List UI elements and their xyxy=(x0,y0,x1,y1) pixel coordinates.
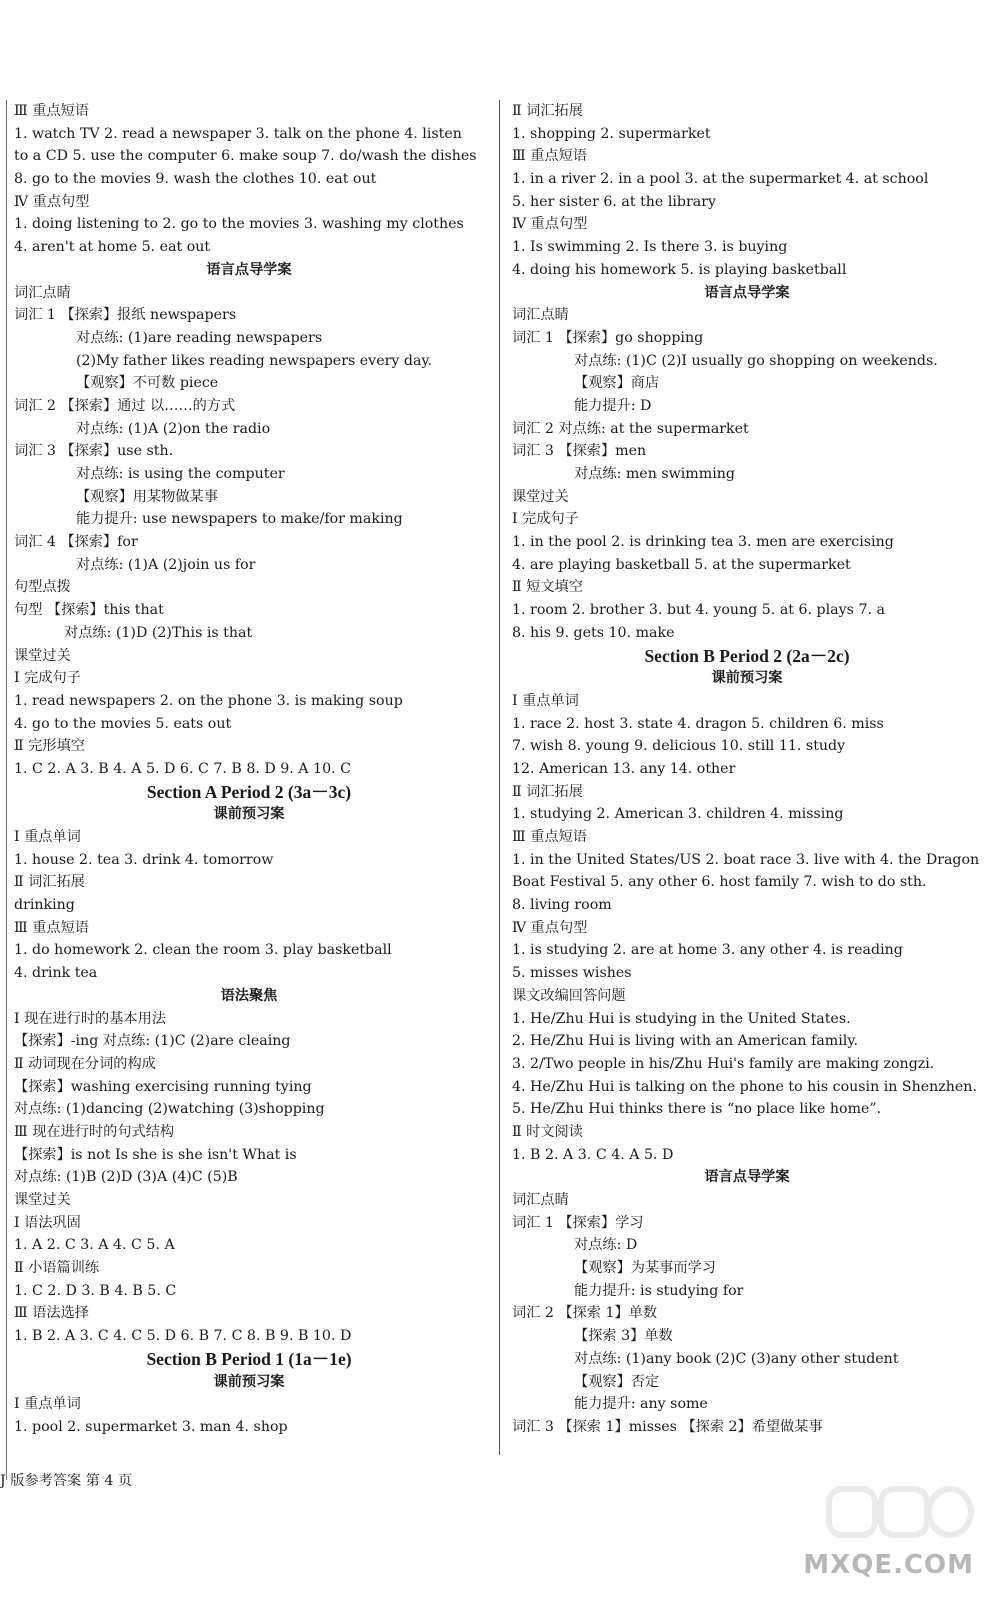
answer-line: Ⅲ 重点短语 xyxy=(512,148,587,165)
answer-line: Ⅰ 完成句子 xyxy=(14,670,81,687)
answer-line: Ⅱ 动词现在分词的构成 xyxy=(14,1055,156,1072)
answer-line: 1. Is swimming 2. Is there 3. is buying xyxy=(512,239,788,256)
page-footer: J 版参考答案 第 4 页 xyxy=(0,1473,133,1489)
answer-line: Ⅲ 重点短语 xyxy=(512,829,587,845)
answer-line: 1. is studying 2. are at home 3. any other 4. is reading xyxy=(512,942,903,959)
answer-line: Ⅱ 短文填空 xyxy=(512,579,583,596)
answer-line: 词汇 1 【探索】报纸 newspapers xyxy=(14,307,237,324)
answer-line: 1. B 2. A 3. C 4. C 5. D 6. B 7. C 8. B 9. B 10. D xyxy=(14,1328,352,1345)
subsection-heading: 语法聚焦 xyxy=(220,987,278,1004)
answer-line: drinking xyxy=(14,897,75,914)
section-heading: Section B Period 1 (1a－1e) xyxy=(146,1348,352,1369)
answer-line: 4. go to the movies 5. eats out xyxy=(14,715,232,732)
answer-line: to a CD 5. use the computer 6. make soup 7. do/wash the dishes xyxy=(14,148,477,165)
answer-line: 8. go to the movies 9. wash the clothes 10. eat out xyxy=(14,171,377,188)
answer-line: 词汇 3 【探索 1】misses 【探索 2】希望做某事 xyxy=(512,1418,823,1435)
answer-line: 词汇点睛 xyxy=(512,307,569,324)
answer-line: Ⅰ 语法巩固 xyxy=(14,1214,81,1231)
answer-line: 【观察】不可数 piece xyxy=(76,375,219,392)
answer-line: 词汇点睛 xyxy=(14,284,71,301)
answer-line: Ⅱ 小语篇训练 xyxy=(14,1260,100,1277)
answer-line: 1. race 2. host 3. state 4. dragon 5. children 6. miss xyxy=(512,715,884,732)
answer-line: Ⅲ 现在进行时的句式结构 xyxy=(14,1123,175,1140)
answer-line: 课堂过关 xyxy=(14,647,71,664)
answer-line: 能力提升: is studying for xyxy=(574,1282,744,1299)
subsection-heading: 语言点导学案 xyxy=(704,1169,790,1186)
answer-line: 7. wish 8. young 9. delicious 10. still 11. study xyxy=(512,738,846,755)
answer-line: 4. He/Zhu Hui is talking on the phone to his cousin in Shenzhen. xyxy=(512,1078,977,1095)
answer-line: Ⅰ 重点单词 xyxy=(512,692,579,709)
answer-line: 1. in a river 2. in a pool 3. at the supermarket 4. at school xyxy=(512,171,929,188)
answer-line: Ⅰ 完成句子 xyxy=(512,511,579,528)
answer-line: 对点练: (1)are reading newspapers xyxy=(76,329,323,346)
answer-line: 词汇点睛 xyxy=(512,1192,569,1208)
answer-line: 课文改编回答问题 xyxy=(512,987,626,1004)
answer-line: 对点练: (1)C (2)I usually go shopping on weekends. xyxy=(574,352,938,369)
answer-line: Ⅲ 重点短语 xyxy=(14,103,89,119)
answer-line: Ⅱ 词汇拓展 xyxy=(512,103,583,119)
answer-line: Ⅰ 重点单词 xyxy=(14,1396,81,1413)
answer-line: 对点练: D xyxy=(574,1237,638,1254)
subsection-heading: 语言点导学案 xyxy=(206,261,292,278)
answer-line: 5. He/Zhu Hui thinks there is “no place like home”. xyxy=(512,1101,882,1118)
answer-line: 【探索】-ing 对点练: (1)C (2)are cleaing xyxy=(14,1033,291,1050)
answer-line: Ⅱ 词汇拓展 xyxy=(14,874,85,891)
answer-line: 4. doing his homework 5. is playing basketball xyxy=(512,261,847,278)
answer-line: 12. American 13. any 14. other xyxy=(512,760,736,777)
answer-line: 1. B 2. A 3. C 4. A 5. D xyxy=(512,1146,674,1163)
left-column xyxy=(14,100,484,1439)
answer-line: 课堂过关 xyxy=(14,1192,71,1208)
answer-line: 对点练: (1)B (2)D (3)A (4)C (5)B xyxy=(14,1169,238,1186)
answer-line: 对点练: men swimming xyxy=(574,466,735,482)
answer-line: 1. C 2. A 3. B 4. A 5. D 6. C 7. B 8. D 9. A 10. C xyxy=(14,760,351,777)
answer-line: Ⅲ 重点短语 xyxy=(14,919,89,936)
answer-line: 1. doing listening to 2. go to the movies 3. washing my clothes xyxy=(14,216,464,233)
answer-line: 1. studying 2. American 3. children 4. missing xyxy=(512,806,844,823)
answer-line: 词汇 3 【探索】use sth. xyxy=(14,443,174,460)
answer-line: 8. his 9. gets 10. make xyxy=(512,624,675,641)
answer-line: 【观察】否定 xyxy=(574,1373,660,1390)
answer-line: Ⅱ 词汇拓展 xyxy=(512,783,583,800)
answer-line: 词汇 2 【探索 1】单数 xyxy=(512,1305,658,1322)
answer-line: 3. 2/Two people in his/Zhu Hui's family are making zongzi. xyxy=(512,1055,935,1072)
answer-line: Ⅰ 现在进行时的基本用法 xyxy=(14,1010,166,1027)
answer-line: 5. misses wishes xyxy=(512,965,632,982)
answer-line: 能力提升: any some xyxy=(574,1396,708,1413)
section-heading: Section A Period 2 (3a－3c) xyxy=(146,781,352,802)
column-divider xyxy=(499,100,500,1455)
answer-line: 【观察】为某事而学习 xyxy=(574,1260,716,1277)
answer-line: 词汇 2 【探索】通过 以……的方式 xyxy=(14,397,236,414)
answer-line: 词汇 3 【探索】men xyxy=(512,443,647,460)
answer-line: 2. He/Zhu Hui is living with an American family. xyxy=(512,1033,858,1050)
answer-line: 1. C 2. D 3. B 4. B 5. C xyxy=(14,1282,177,1299)
answer-line: 4. are playing basketball 5. at the supermarket xyxy=(512,556,851,573)
answer-line: 对点练: (1)D (2)This is that xyxy=(64,624,253,641)
answer-line: 1. read newspapers 2. on the phone 3. is making soup xyxy=(14,692,403,709)
answer-line: 4. drink tea xyxy=(14,965,98,982)
right-column xyxy=(512,100,982,1439)
answer-line: Ⅳ 重点句型 xyxy=(14,193,90,210)
answer-logo-icon-2 xyxy=(878,1486,930,1538)
answer-line: 句型点拨 xyxy=(14,579,71,596)
answer-line: 对点练: is using the computer xyxy=(76,466,285,482)
answer-line: 1. pool 2. supermarket 3. man 4. shop xyxy=(14,1418,288,1435)
answer-line: 1. room 2. brother 3. but 4. young 5. at 6. plays 7. a xyxy=(512,602,885,619)
answer-line: 词汇 1 【探索】学习 xyxy=(512,1214,644,1231)
answer-line: 【观察】用某物做某事 xyxy=(76,488,218,505)
answer-line: 词汇 2 对点练: at the supermarket xyxy=(512,420,749,437)
answer-line: 【探索】is not Is she is she isn't What is xyxy=(14,1146,297,1163)
answer-line: 1. A 2. C 3. A 4. C 5. A xyxy=(14,1237,175,1254)
answer-line: 【探索】washing exercising running tying xyxy=(14,1078,312,1095)
subsection-heading: 课前预习案 xyxy=(711,670,783,687)
answer-line: Ⅱ 完形填空 xyxy=(14,738,85,755)
answer-line: Boat Festival 5. any other 6. host family 7. wish to do sth. xyxy=(512,874,927,891)
section-heading: Section B Period 2 (2a－2c) xyxy=(644,645,850,666)
answer-line: 1. shopping 2. supermarket xyxy=(512,125,711,142)
subsection-heading: 课前预习案 xyxy=(213,806,285,823)
answer-line: (2)My father likes reading newspapers every day. xyxy=(76,352,433,369)
answer-line: 1. watch TV 2. read a newspaper 3. talk on the phone 4. listen xyxy=(14,125,462,142)
answer-line: 对点练: (1)any book (2)C (3)any other student xyxy=(574,1350,899,1367)
answer-line: 5. her sister 6. at the library xyxy=(512,193,717,210)
answer-line: 【观察】商店 xyxy=(574,375,660,392)
answer-line: 1. house 2. tea 3. drink 4. tomorrow xyxy=(14,851,274,868)
answer-line: 词汇 1 【探索】go shopping xyxy=(512,329,704,346)
answer-line: 能力提升: use newspapers to make/for making xyxy=(76,511,403,528)
answer-line: 1. He/Zhu Hui is studying in the United States. xyxy=(512,1010,851,1027)
answer-line: Ⅳ 重点句型 xyxy=(512,216,588,233)
answer-logo-icon-3 xyxy=(926,1486,974,1538)
answer-line: 对点练: (1)A (2)join us for xyxy=(76,556,256,573)
answer-line: 1. do homework 2. clean the room 3. play basketball xyxy=(14,942,392,959)
answer-line: 课堂过关 xyxy=(512,488,569,505)
answer-line: 句型 【探索】this that xyxy=(14,602,164,619)
answer-line: Ⅲ 语法选择 xyxy=(14,1305,89,1322)
answer-line: 4. aren't at home 5. eat out xyxy=(14,239,211,256)
answer-line: 对点练: (1)dancing (2)watching (3)shopping xyxy=(14,1101,325,1118)
watermark-text: MXQE.COM xyxy=(803,1550,974,1580)
subsection-heading: 课前预习案 xyxy=(213,1373,285,1390)
answer-line: 【探索 3】单数 xyxy=(574,1328,673,1345)
answer-line: 8. living room xyxy=(512,897,612,914)
answer-line: 词汇 4 【探索】for xyxy=(14,534,138,551)
answer-line: 对点练: (1)A (2)on the radio xyxy=(76,420,271,437)
answer-line: 能力提升: D xyxy=(574,397,652,414)
subsection-heading: 语言点导学案 xyxy=(704,284,790,301)
answer-line: 1. in the pool 2. is drinking tea 3. men are exercising xyxy=(512,534,894,551)
answer-line: Ⅳ 重点句型 xyxy=(512,919,588,936)
answer-line: Ⅰ 重点单词 xyxy=(14,829,81,845)
answer-logo-icon xyxy=(826,1486,878,1538)
answer-line: Ⅱ 时文阅读 xyxy=(512,1123,583,1140)
answer-line: 1. in the United States/US 2. boat race 3. live with 4. the Dragon xyxy=(512,851,980,868)
left-margin-rule xyxy=(6,100,7,1480)
